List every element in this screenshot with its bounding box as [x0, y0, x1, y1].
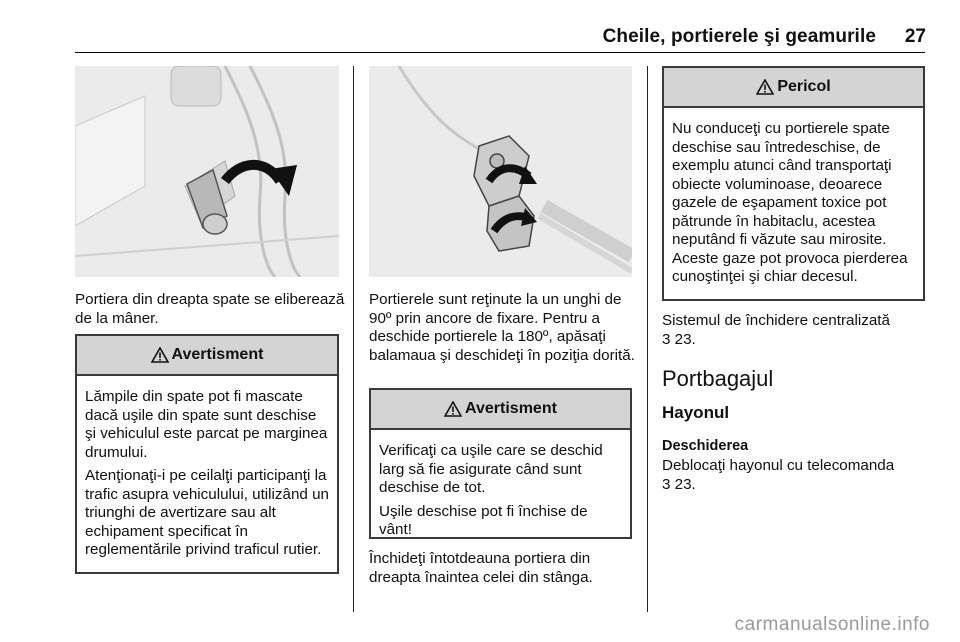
hinge-paragraph: Portierele sunt reţinute la un unghi de 90º prin ancore de fixare. Pentru a deschide portierele la 180º, apăsaţi balamaua şi deschideţi în poziţia dorită.	[369, 291, 635, 364]
page-number: 27	[904, 26, 926, 47]
run-in-heading: Deschiderea	[662, 438, 749, 454]
section-title: Portbagajul	[662, 366, 774, 391]
watermark: carmanualsonline.info	[734, 614, 930, 635]
warning-box-left	[75, 334, 339, 574]
header-rule	[75, 52, 925, 53]
danger-paragraph: Nu conduceţi cu portierele spate deschise sau întredeschise, de exemplu atunci când transportaţi obiecte voluminoase, deoarece gazele de eşapament toxice pot pătrunde în habitaclu, acestea neputând fi văzute sau mirosite. Aceste gaze pot provoca pierderea cunoştinţei şi chiar decesul.	[672, 120, 908, 285]
danger-title: Pericol	[777, 78, 831, 95]
door-hinge-illustration	[369, 66, 632, 277]
central-lock-paragraph	[662, 312, 932, 349]
page-header-title: Cheile, portierele şi geamurile	[602, 26, 876, 47]
warning-paragraph: Uşile deschise pot fi închise de vânt!	[379, 502, 588, 538]
unlock-text: Deblocaţi hayonul cu telecomanda	[662, 457, 895, 474]
warning-box-header	[77, 336, 337, 376]
closing-paragraph: Închideţi întotdeauna portiera din dreapta înaintea celei din stânga.	[369, 550, 593, 586]
danger-box-header	[664, 68, 923, 108]
warning-box-header	[371, 390, 630, 430]
warning-paragraph: Atenţionaţi-i pe ceilalţi participanţi la trafic asupra vehiculului, utilizând un triunghi de avertizare sau alt echipament specificat în reglementările privind traficul rutier.	[85, 467, 329, 558]
warning-title: Avertisment	[465, 400, 557, 417]
column-divider-left	[353, 66, 354, 612]
figure-caption-left: Portiera din dreapta spate se eliberează de la mâner.	[75, 291, 345, 327]
warning-box-middle	[369, 388, 632, 539]
warning-paragraph: Lămpile din spate pot fi mascate dacă uşile din spate sunt deschise şi vehiculul este parcat pe marginea drumului.	[85, 388, 328, 461]
subsection-title: Hayonul	[662, 403, 730, 422]
door-handle-illustration	[75, 66, 339, 277]
unlock-paragraph	[662, 457, 932, 494]
column-divider-right	[647, 66, 648, 612]
danger-box	[662, 66, 925, 301]
warning-triangle-icon	[756, 79, 774, 95]
warning-triangle-icon	[151, 347, 169, 363]
warning-triangle-icon	[444, 401, 462, 417]
central-lock-text: Sistemul de închidere centralizată	[662, 312, 890, 329]
page-reference-link[interactable]: 3 23.	[662, 330, 696, 348]
warning-paragraph: Verificaţi ca uşile care se deschid larg să fie asigurate când sunt deschise de tot.	[379, 442, 603, 496]
page-reference-link[interactable]: 3 23.	[662, 475, 696, 493]
warning-title: Avertisment	[171, 346, 264, 363]
